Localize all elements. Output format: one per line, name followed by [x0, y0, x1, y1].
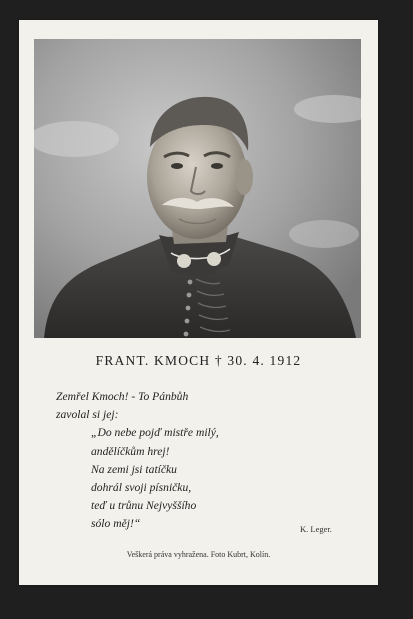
poem — [56, 388, 219, 534]
poem-line: sólo měj!“ — [91, 517, 141, 531]
poem-line: Na zemi jsi tatíčku — [91, 462, 177, 476]
poem-line: dohrál svoji písničku, — [91, 481, 192, 495]
poem-line: „Do nebe pojď mistře milý, — [91, 426, 219, 440]
portrait-photo — [34, 39, 361, 338]
poem-line: zavolal si jej: — [56, 408, 119, 422]
poem-line: Zemřel Kmoch! - To Pánbůh — [56, 390, 189, 403]
poem-author: K. Leger. — [300, 524, 332, 534]
portrait-illustration — [34, 39, 361, 338]
poem-line: teď u trůnu Nejvyššího — [91, 499, 197, 513]
poem-line: andělíčkům hrej! — [91, 444, 170, 458]
photo-caption: FRANT. KMOCH † 30. 4. 1912 — [95, 353, 302, 368]
copyright-footer: Veškerá práva vyhražena. Foto Kubrt, Kolín. — [126, 550, 271, 559]
postcard — [19, 20, 378, 585]
